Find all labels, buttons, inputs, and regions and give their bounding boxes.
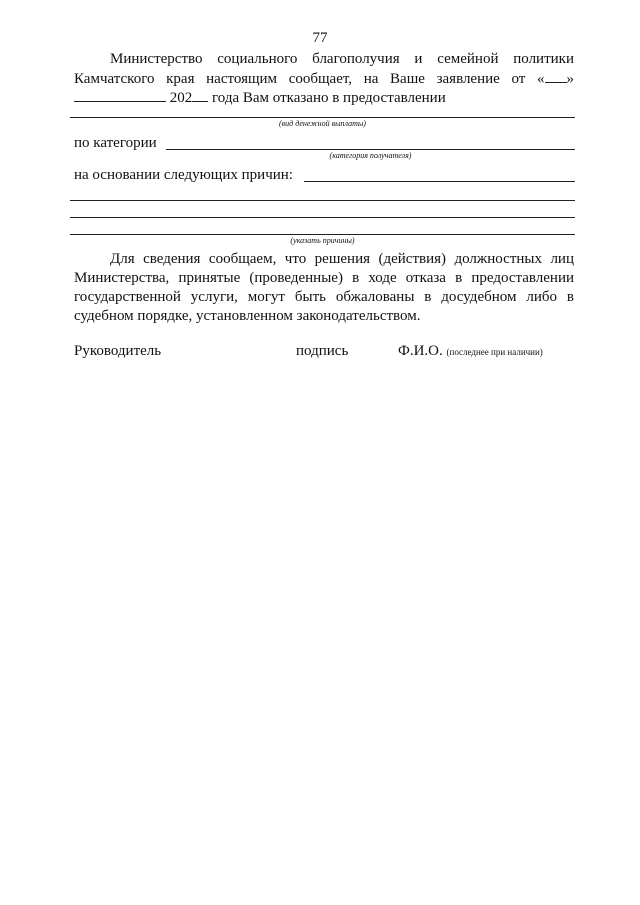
year-prefix: 202 xyxy=(169,90,193,106)
category-line[interactable] xyxy=(166,149,575,150)
reasons-line-1[interactable] xyxy=(304,181,575,182)
payment-type-caption: (вид денежной выплаты) xyxy=(279,119,366,128)
payment-type-line[interactable] xyxy=(70,117,575,118)
intro-line-1: Министерство социального благополучия и семейной политики xyxy=(110,51,574,67)
notice-line-4: судебном порядке, установленном законодательством. xyxy=(74,308,421,324)
date-month-blank[interactable] xyxy=(74,88,166,102)
category-caption: (категория получателя) xyxy=(329,151,412,160)
notice-line-3: государственной услуги, могут быть обжалованы в досудебном либо в xyxy=(74,289,574,305)
intro-line-3-rest: года Вам отказано в предоставлении xyxy=(212,90,446,106)
intro-line-2-text: Камчатского края настоящим сообщает, на Ваше заявление от « xyxy=(74,71,545,87)
page-number: 77 xyxy=(312,30,328,46)
reasons-line-2[interactable] xyxy=(70,200,575,201)
reasons-line-4[interactable] xyxy=(70,234,575,235)
full-name-label xyxy=(398,342,543,362)
reasons-label: на основании следующих причин: xyxy=(74,167,293,183)
notice-line-2: Министерства, принятые (проведенные) в ходе отказа в предоставлении xyxy=(74,270,574,286)
full-name-abbr: Ф.И.О. xyxy=(398,343,443,359)
intro-line-2 xyxy=(74,69,574,89)
year-suffix-blank[interactable] xyxy=(192,88,208,102)
signature-label: подпись xyxy=(296,343,349,359)
date-day-blank[interactable] xyxy=(545,69,567,83)
reasons-line-3[interactable] xyxy=(70,217,575,218)
head-label: Руководитель xyxy=(74,343,162,359)
notice-line-1: Для сведения сообщаем, что решения (действия) должностных лиц xyxy=(110,251,574,267)
intro-line-3 xyxy=(74,88,574,108)
category-label: по категории xyxy=(74,135,157,151)
patronymic-note: (последнее при наличии) xyxy=(446,347,543,357)
reasons-caption: (указать причины) xyxy=(290,236,355,245)
intro-line-2-close: » xyxy=(566,71,574,87)
